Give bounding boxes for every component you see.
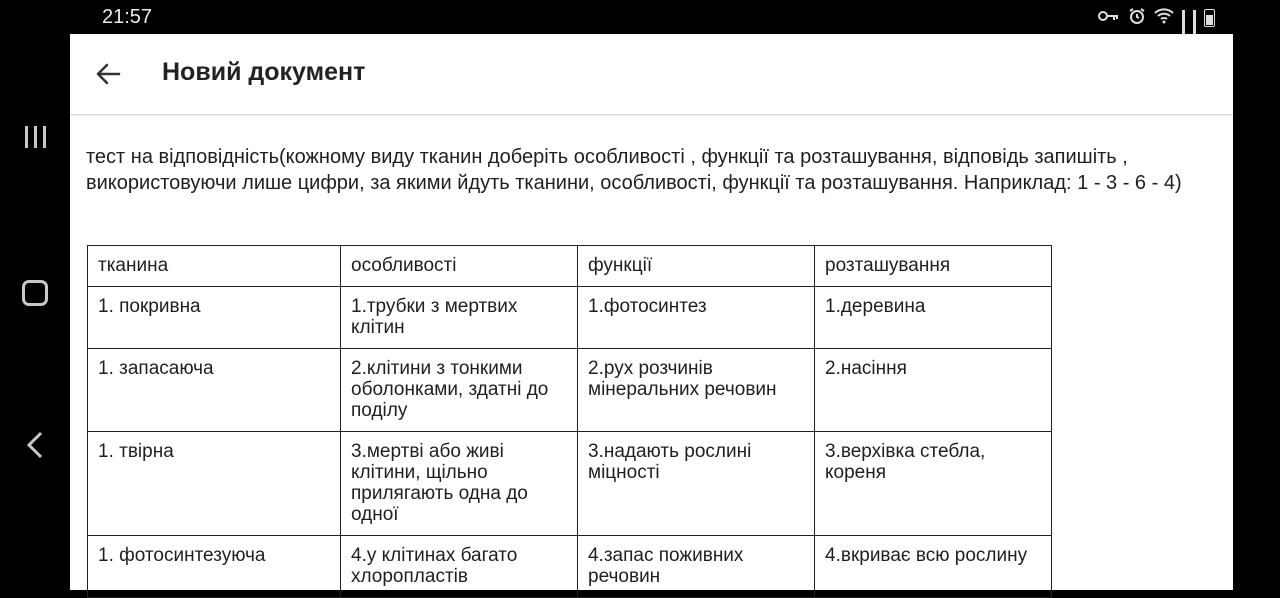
table-cell: 1. покривна: [88, 287, 341, 349]
alarm-icon: [1128, 7, 1146, 29]
table-cell: 2.клітини з тонкими оболонками, здатні до поділу: [341, 349, 578, 432]
home-icon[interactable]: [0, 280, 70, 311]
table-cell: 2.рух розчинів мінеральних речовин: [578, 349, 815, 432]
arrow-left-icon[interactable]: [92, 58, 124, 90]
back-nav-icon[interactable]: [0, 430, 70, 465]
table-row: [88, 349, 1052, 432]
table-row: [88, 432, 1052, 536]
recents-icon[interactable]: [0, 126, 70, 153]
device-edge: [1233, 0, 1280, 590]
table-cell: 1. твірна: [88, 432, 341, 536]
table-cell: 4.запас поживних речовин: [578, 536, 815, 598]
task-description: тест на відповідність(кожному виду тканин доберіть особливості , функції та розташування, відповідь запишіть , використовуючи лише цифри, за якими йдуть тканини, особливості, функції та розташування. Наприклад: 1 - 3 - 6 - 4): [86, 146, 1182, 194]
header-cell: особливості: [341, 246, 578, 287]
document-content: [86, 144, 1216, 587]
status-icons: [1098, 7, 1215, 29]
table-cell: 1.фотосинтез: [578, 287, 815, 349]
header-cell: розташування: [815, 246, 1052, 287]
table-cell: 1. фотосинтезуюча: [88, 536, 341, 598]
table-cell: 3.верхівка стебла, кореня: [815, 432, 1052, 536]
header-cell: тканина: [88, 246, 341, 287]
table-cell: 4.вкриває всю рослину: [815, 536, 1052, 598]
signal-icon: [1193, 10, 1196, 26]
table-cell: 1.трубки з мертвих клітин: [341, 287, 578, 349]
app-bar: [70, 34, 1233, 115]
table-header-row: [88, 246, 1052, 287]
header-cell: функції: [578, 246, 815, 287]
table-cell: 1. запасаюча: [88, 349, 341, 432]
page-title: Новий документ: [162, 58, 366, 86]
table-row: [88, 536, 1052, 598]
system-nav-bar: [0, 34, 70, 590]
app-screen: [70, 34, 1233, 590]
table-cell: 3.надають рослині міцності: [578, 432, 815, 536]
table-cell: 4.у клітинах багато хлоропластів: [341, 536, 578, 598]
table-row: [88, 287, 1052, 349]
status-bar: [70, 0, 1235, 34]
key-icon: [1098, 9, 1120, 27]
wifi-icon: [1154, 8, 1174, 28]
signal-icon: [1182, 10, 1185, 26]
table-cell: 1.деревина: [815, 287, 1052, 349]
matching-table: [87, 245, 1052, 598]
table-cell: 3.мертві або живі клітини, щільно прилягають одна до одної: [341, 432, 578, 536]
table-cell: 2.насіння: [815, 349, 1052, 432]
status-time: 21:57: [102, 6, 153, 28]
battery-icon: [1204, 9, 1215, 27]
